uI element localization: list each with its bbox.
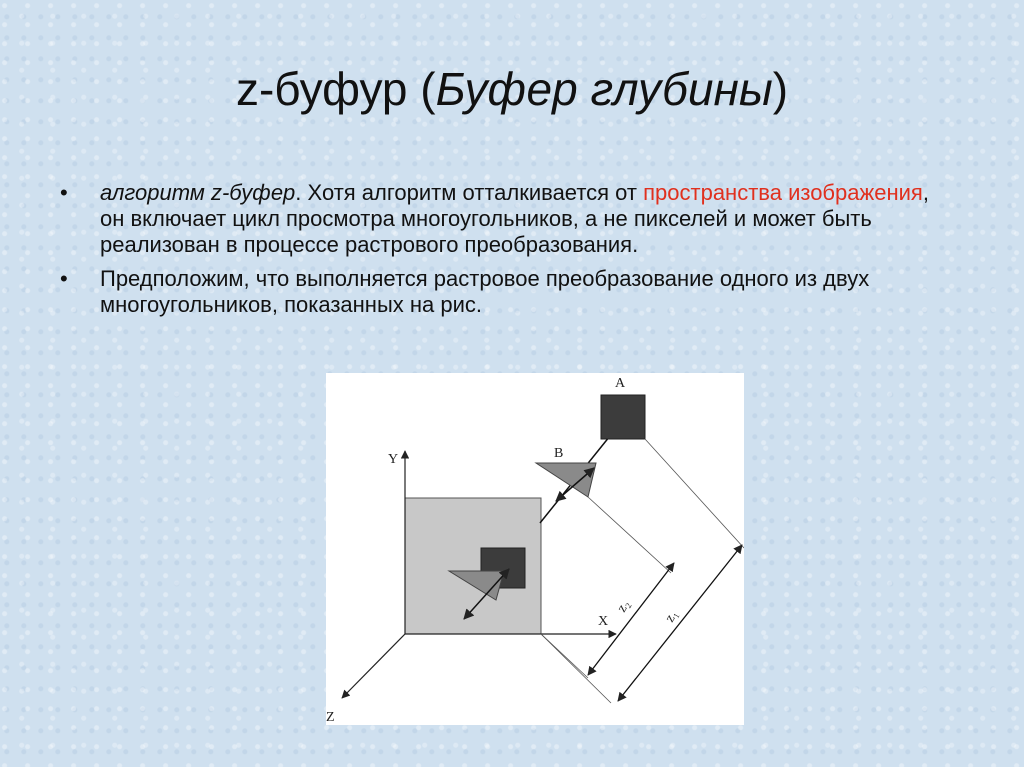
label-x: X (598, 614, 609, 629)
bullet-item-1 (60, 180, 940, 258)
bullet-marker: • (60, 180, 68, 205)
bullet-1-italic: алгоритм z-буфер (100, 180, 296, 205)
bullet-2-text: Предположим, что выполняется растровое преобразование одного из двух многоугольников, показанных на рис. (100, 266, 870, 317)
guide-b (588, 497, 671, 573)
z1-dimension (618, 545, 742, 701)
bullet-item-2 (60, 266, 940, 318)
bullet-1-red-text: пространства изображения (643, 180, 923, 205)
z-axis (342, 634, 405, 698)
label-a: A (615, 376, 626, 391)
guide-a (645, 439, 744, 548)
bullet-1-part1: . Хотя алгоритм отталкивается от (295, 180, 637, 205)
title-suffix: ) (772, 63, 789, 115)
zbuffer-diagram (326, 373, 744, 725)
polygon-a (601, 395, 645, 439)
guide-origin-2 (541, 634, 588, 678)
bullet-list (60, 180, 940, 326)
bullet-1-part2: , он включает цикл просмотра многоугольников, а не пикселей и может быть реализован в процессе растрового преобразования. (100, 180, 929, 257)
bullet-marker: • (60, 266, 68, 291)
title-prefix: z-буфур ( (235, 63, 436, 115)
label-b: B (554, 446, 564, 461)
label-z2: z₂ (614, 597, 634, 615)
slide-title (0, 62, 1024, 116)
label-z1: z₁ (662, 607, 682, 625)
label-z: Z (326, 710, 335, 725)
label-y: Y (388, 452, 399, 467)
title-italic: Буфер глубины (435, 63, 773, 115)
zbuffer-figure (326, 373, 744, 725)
